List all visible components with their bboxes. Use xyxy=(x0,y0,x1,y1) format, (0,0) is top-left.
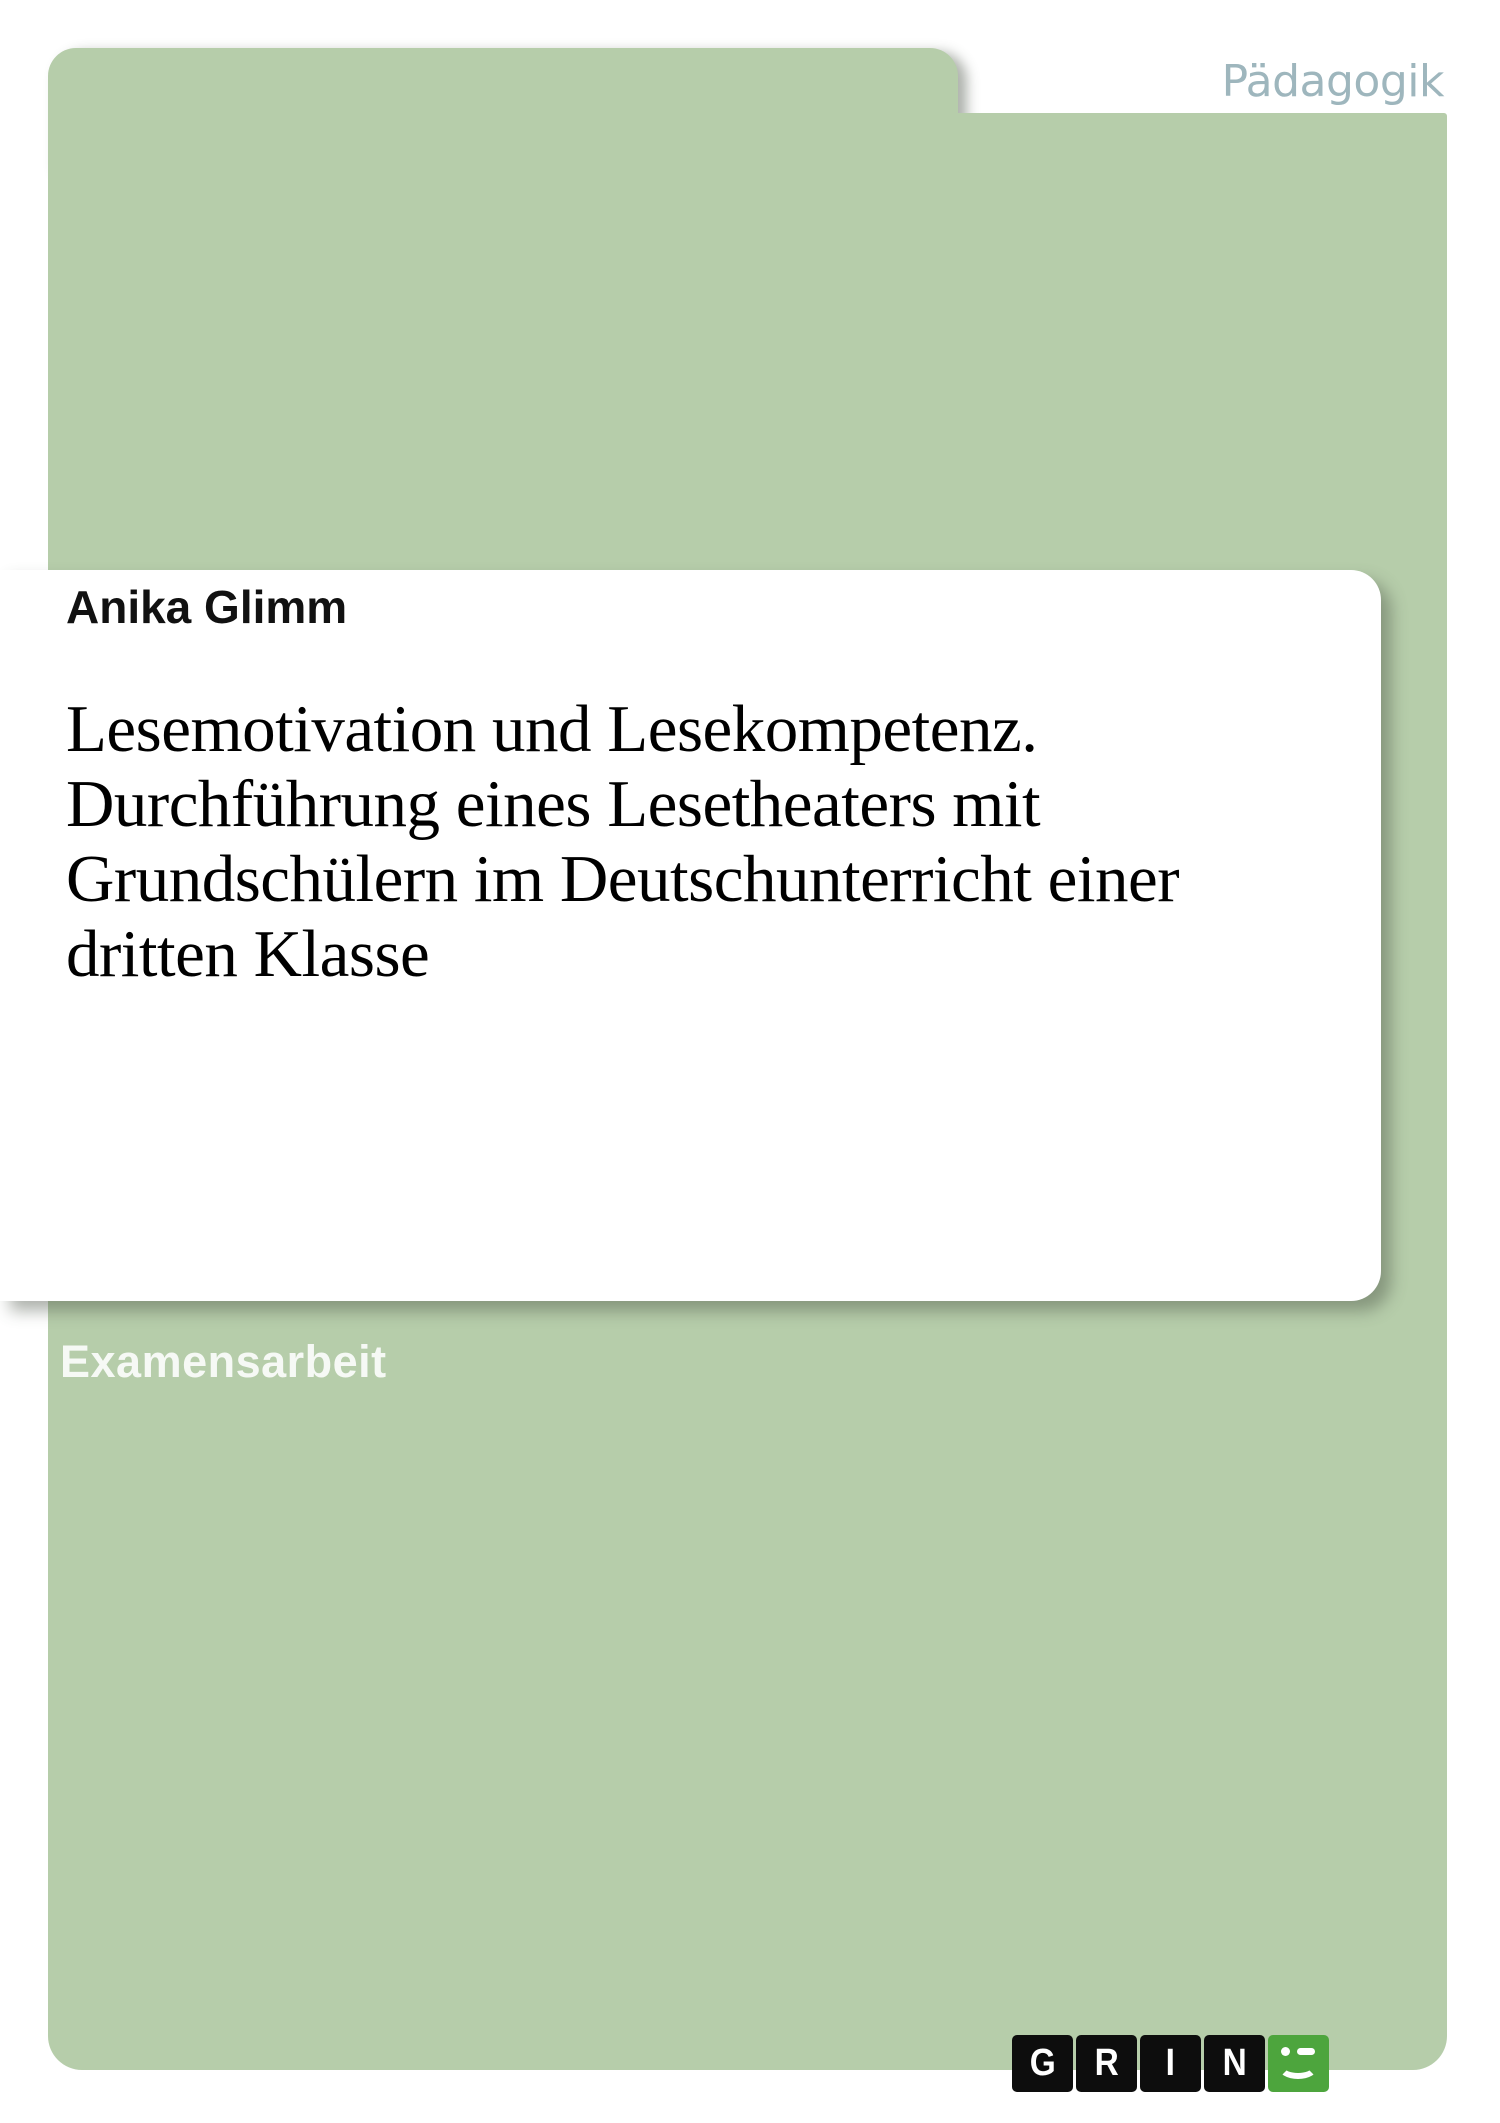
book-title xyxy=(66,692,1321,992)
logo-letter-box xyxy=(1140,2035,1201,2092)
logo-letter: R xyxy=(1094,2042,1119,2084)
book-title-line: Lesemotivation und Lesekompetenz. xyxy=(66,692,1038,766)
smiley-wink-eye xyxy=(1297,2048,1315,2055)
book-title-line: dritten Klasse xyxy=(66,917,430,991)
work-type-label: Examensarbeit xyxy=(60,1336,387,1387)
smiley-mouth-arc xyxy=(1278,2055,1318,2079)
grin-smiley-icon xyxy=(1268,2035,1329,2092)
logo-letter: G xyxy=(1029,2042,1056,2084)
logo-letter: N xyxy=(1222,2042,1247,2084)
book-title-line: Grundschülern im Deutschunterricht einer xyxy=(66,842,1180,916)
logo-letter-box xyxy=(1204,2035,1265,2092)
logo-letter: I xyxy=(1165,2042,1176,2084)
author-name: Anika Glimm xyxy=(66,581,348,633)
book-title-line: Durchführung eines Lesetheaters mit xyxy=(66,767,1041,841)
logo-letter-box xyxy=(1012,2035,1073,2092)
title-box xyxy=(0,570,1381,1301)
grin-logo xyxy=(1012,2035,1329,2092)
category-label: Pädagogik xyxy=(1221,56,1444,107)
logo-letter-box xyxy=(1076,2035,1137,2092)
smiley-eye-dot xyxy=(1281,2047,1290,2056)
